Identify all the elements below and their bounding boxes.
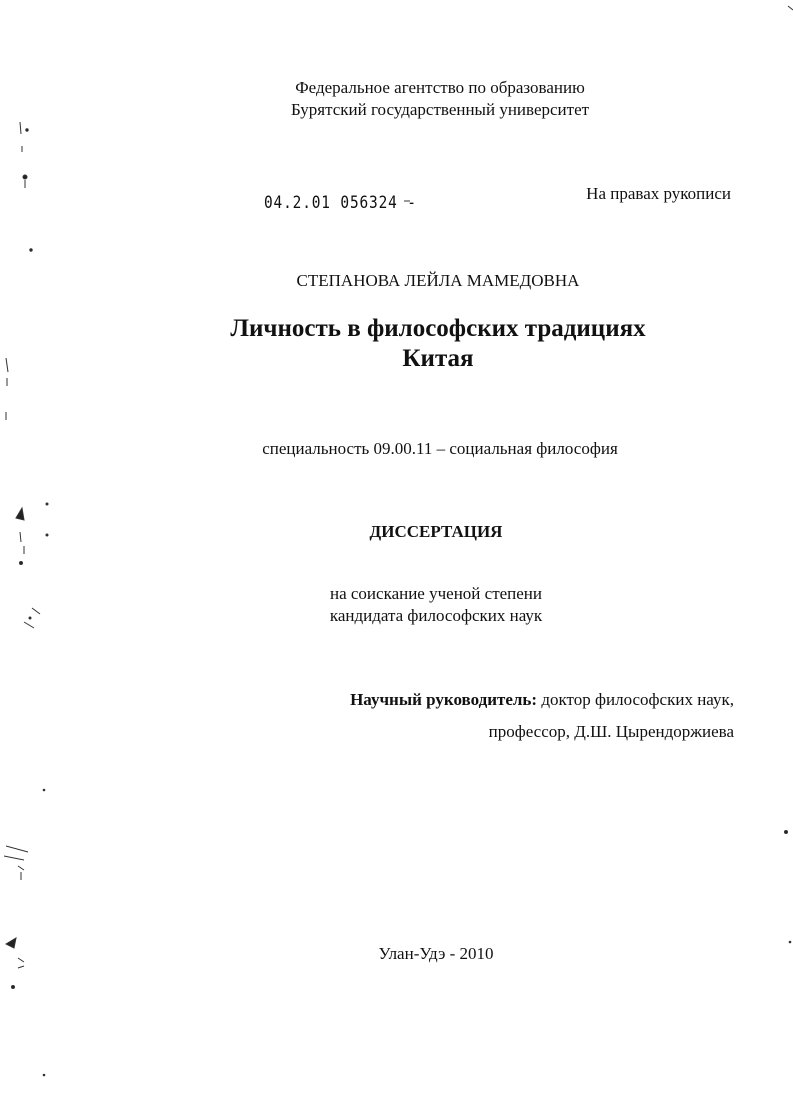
scan-speck [788,6,793,10]
scan-speck [29,617,31,619]
scan-speck [6,358,8,372]
degree-line-2: кандидата философских наук [329,606,543,625]
agency-name: Федеральное агентство по образованию [295,78,585,97]
document-type: ДИССЕРТАЦИЯ [369,522,503,541]
city-year: Улан-Удэ - 2010 [378,944,494,963]
scan-speck [46,503,48,505]
scan-speck [6,846,28,852]
scan-speck [23,175,27,179]
scan-speck [6,938,16,948]
degree-line-1: на соискание ученой степени [329,584,543,603]
advisor-label: Научный руководитель: [350,690,538,709]
scan-speck [30,249,32,251]
scan-speck [26,129,28,131]
scan-speck [4,856,24,860]
scan-speck [20,562,23,565]
scan-speck [785,831,788,834]
scan-speck [18,966,24,968]
scan-speck [43,789,45,791]
scan-speck [46,534,48,536]
advisor-degree: доктор философских наук, [541,690,734,709]
scan-speck [20,122,21,134]
title-line-2: Китая [402,345,474,372]
scan-speck [43,1074,45,1076]
scan-speck [20,532,21,542]
registration-stamp: 04.2.01 056324 - [264,193,417,213]
title-line-1: Личность в философских традициях [230,315,646,342]
rights-note: На правах рукописи [586,184,731,203]
scan-speck [789,941,791,943]
scan-speck [18,958,24,962]
scan-speck [16,508,24,520]
scan-speck [32,608,40,614]
scan-speck [12,986,15,989]
author-name: СТЕПАНОВА ЛЕЙЛА МАМЕДОВНА [296,271,580,290]
scan-speck [24,622,34,628]
scan-speck [18,866,24,870]
specialty: специальность 09.00.11 – социальная философия [262,439,618,458]
advisor-line-2: профессор, Д.Ш. Цырендоржиева [488,722,734,741]
university-name: Бурятский государственный университет [290,100,590,119]
